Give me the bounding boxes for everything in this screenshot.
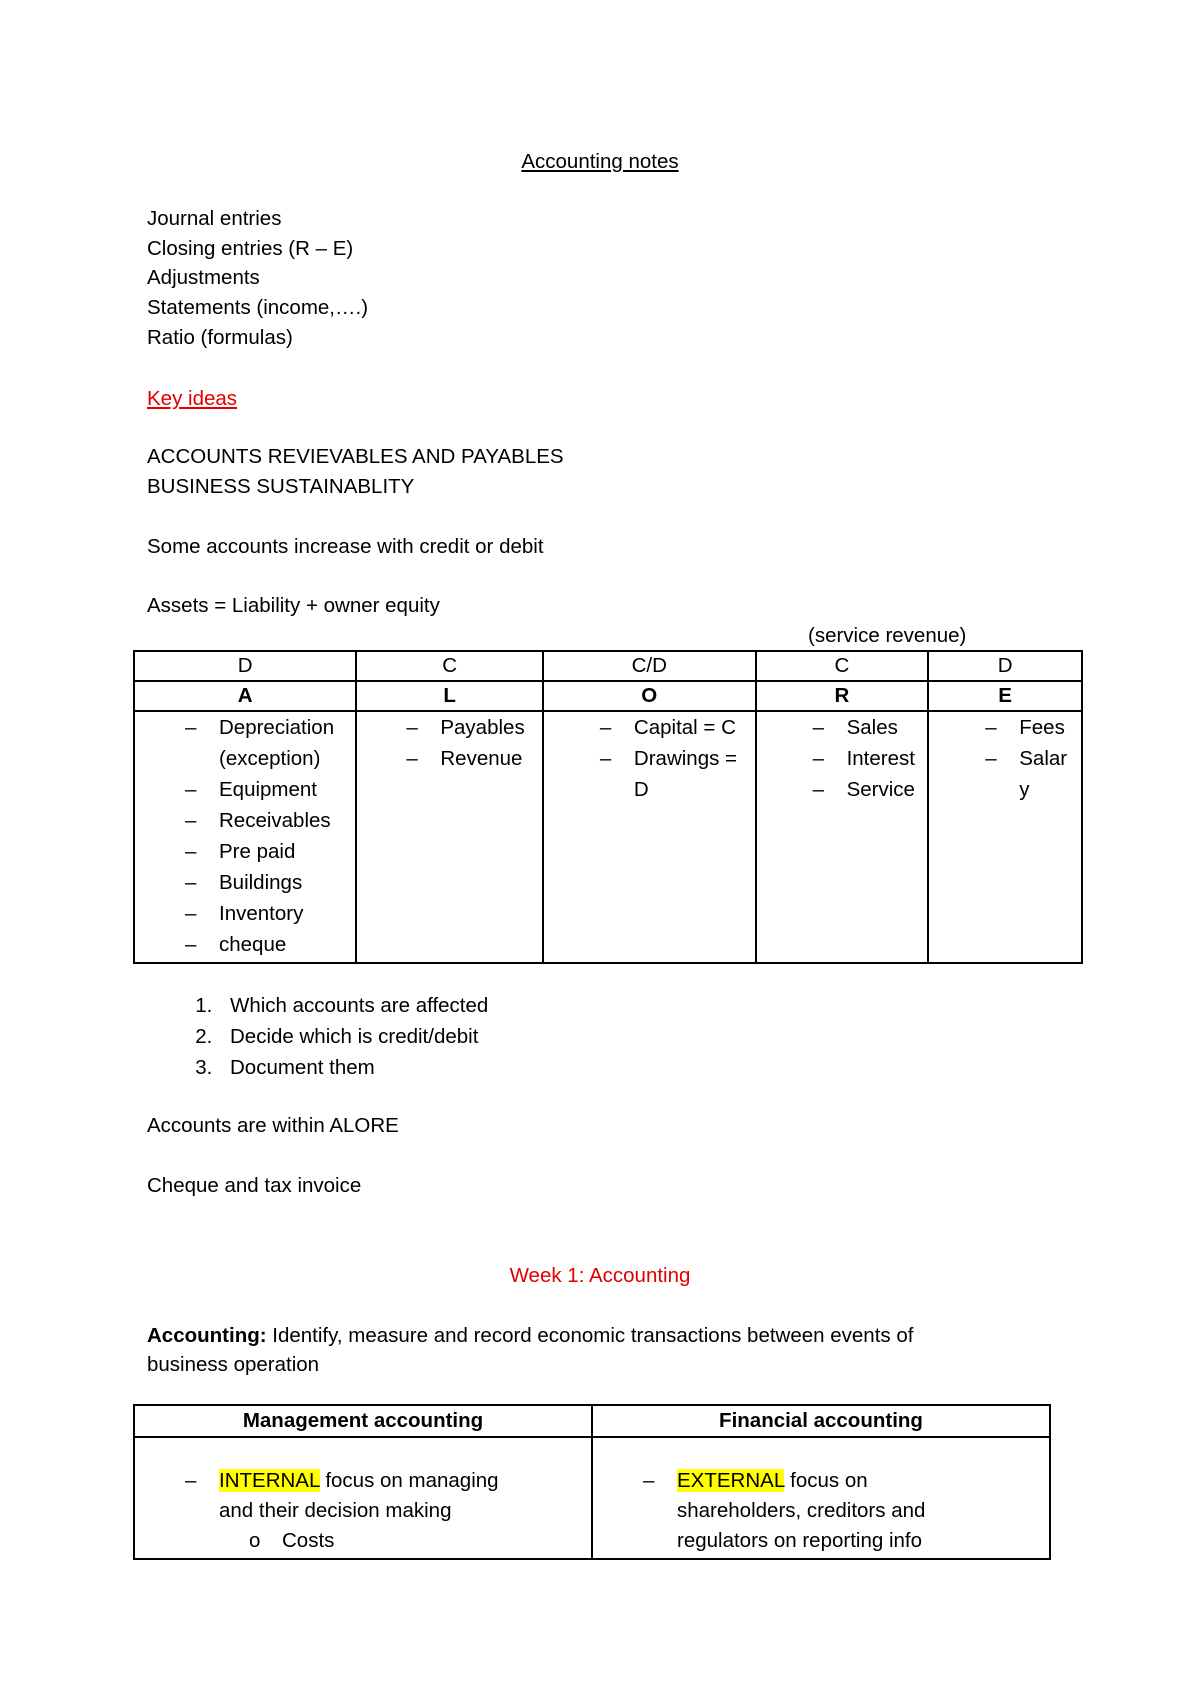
management-accounting-cell	[134, 1437, 592, 1559]
assets-cell	[134, 711, 356, 963]
alore-cell: O	[543, 681, 756, 711]
expenses-cell	[928, 711, 1082, 963]
list-item: – Service	[757, 774, 928, 805]
topic-item: Adjustments	[147, 266, 260, 289]
note-alore: Accounts are within ALORE	[147, 1114, 399, 1137]
definition-line	[147, 1322, 913, 1350]
alore-cell: C	[756, 651, 929, 681]
internal-description: focus on managing and their decision making	[219, 1469, 499, 1522]
financial-accounting-header: Financial accounting	[592, 1405, 1050, 1437]
highlight-internal: INTERNAL	[219, 1469, 320, 1492]
list-item: – Fees	[929, 712, 1081, 743]
alore-accounts-row	[134, 711, 1082, 963]
page-title: Accounting notes	[521, 150, 679, 173]
note-cheque: Cheque and tax invoice	[147, 1174, 362, 1197]
alore-debit-credit-row	[134, 651, 1082, 681]
revenue-cell	[756, 711, 929, 963]
highlight-external: EXTERNAL	[677, 1469, 785, 1492]
alore-cell: D	[134, 651, 356, 681]
management-accounting-header: Management accounting	[134, 1405, 592, 1437]
definition-continuation: business operation	[147, 1353, 320, 1376]
list-item: – Equipment	[135, 774, 355, 805]
key-idea: BUSINESS SUSTAINABLITY	[147, 475, 415, 498]
definition-text: Identify, measure and record economic transactions between events of	[272, 1324, 914, 1347]
accounting-comparison-table	[133, 1404, 1051, 1560]
list-item: – Receivables	[135, 805, 355, 836]
topic-item: Statements (income,….)	[147, 296, 369, 319]
list-item: 3. Document them	[218, 1052, 488, 1083]
alore-cell: D	[928, 651, 1082, 681]
owner-equity-cell	[543, 711, 756, 963]
list-item: – Capital = C	[544, 712, 755, 743]
comparison-body-row	[134, 1437, 1050, 1559]
list-item: – Sales	[757, 712, 928, 743]
service-revenue-note: (service revenue)	[808, 624, 967, 647]
list-item: 2. Decide which is credit/debit	[218, 1021, 488, 1052]
key-idea: ACCOUNTS REVIEVABLES AND PAYABLES	[147, 445, 564, 468]
external-description: focus on shareholders, creditors and regulators on reporting info	[677, 1469, 926, 1552]
list-item: 1. Which accounts are affected	[218, 990, 488, 1021]
list-item: – Inventory	[135, 898, 355, 929]
list-item: – Interest	[757, 743, 928, 774]
topic-item: Journal entries	[147, 207, 282, 230]
list-item: – Buildings	[135, 867, 355, 898]
alore-cell: E	[928, 681, 1082, 711]
list-item: – Drawings = D	[544, 743, 742, 805]
definition-term: Accounting:	[147, 1324, 267, 1347]
topic-item: Ratio (formulas)	[147, 326, 293, 349]
list-item	[593, 1466, 977, 1556]
alore-letters-row	[134, 681, 1082, 711]
alore-cell: L	[356, 681, 543, 711]
accounting-equation: Assets = Liability + owner equity	[147, 594, 440, 617]
alore-cell: C	[356, 651, 543, 681]
comparison-header-row	[134, 1405, 1050, 1437]
steps-list	[178, 990, 488, 1083]
financial-accounting-cell	[592, 1437, 1050, 1559]
alore-cell: C/D	[543, 651, 756, 681]
topic-item: Closing entries (R – E)	[147, 237, 354, 260]
list-item: – Revenue	[357, 743, 542, 774]
list-item: – cheque	[135, 929, 355, 960]
week-heading: Week 1: Accounting	[509, 1264, 691, 1287]
list-item: – Payables	[357, 712, 542, 743]
alore-cell: R	[756, 681, 929, 711]
alore-cell: A	[134, 681, 356, 711]
list-item	[135, 1466, 529, 1556]
key-ideas-heading: Key ideas	[147, 387, 238, 410]
sub-list-item: o Costs	[219, 1526, 529, 1556]
alore-table	[133, 650, 1083, 964]
list-item: – Depreciation (exception)	[135, 712, 329, 774]
list-item: – Pre paid	[135, 836, 355, 867]
note-credit-debit: Some accounts increase with credit or debit	[147, 535, 544, 558]
liabilities-cell	[356, 711, 543, 963]
list-item: – Salary	[929, 743, 1069, 805]
